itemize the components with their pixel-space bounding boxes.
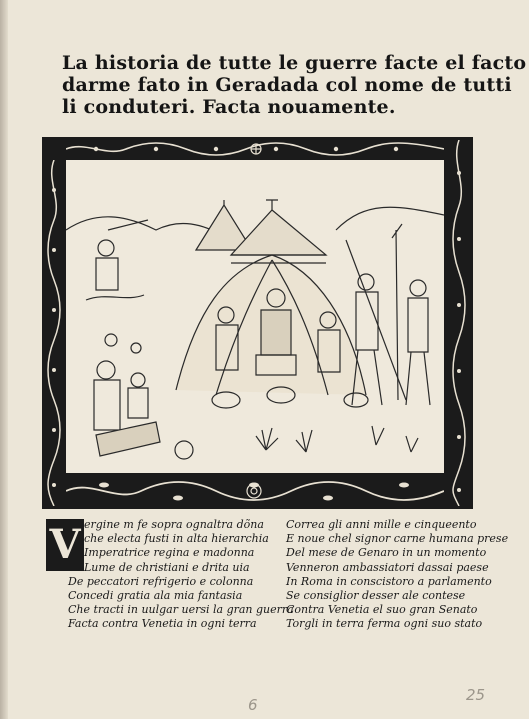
- verse-line: Imperatrice regina e madonna: [84, 546, 255, 560]
- woodcut-illustration: [66, 160, 444, 473]
- verse-line: E noue chel signor carne humana prese: [286, 532, 509, 546]
- verse-line: Del mese de Genaro in un momento: [286, 546, 487, 560]
- border-bottom-band: [66, 476, 444, 506]
- title-line: li conduteri. Facta nouamente.: [62, 96, 396, 118]
- page-title: [62, 52, 527, 118]
- verse-line: Concedi gratia ala mia fantasia: [68, 589, 243, 603]
- verse-line: Che tracti in uulgar uersi la gran guerra: [68, 603, 294, 617]
- verse-line: De peccatori refrigerio e colonna: [68, 574, 254, 588]
- title-line: darme fato in Geradada col nome de tutti: [62, 74, 512, 96]
- verse-line: Venneron ambassiatori dassai paese: [286, 560, 489, 574]
- verse-line: Contra Venetia el suo gran Senato: [286, 603, 478, 617]
- verse-line: Lume de christiani e drita uia: [84, 560, 250, 574]
- border-top-band: [66, 140, 444, 158]
- verse-line: ergine m fe sopra ognaltra dõna: [84, 518, 264, 531]
- initial-letter: V: [49, 521, 81, 568]
- border-left-band: [44, 160, 64, 506]
- camp-scene-drawing: [66, 160, 444, 473]
- verse-line: Se consiglior desser ale contese: [286, 589, 466, 603]
- title-line: La historia de tutte le guerre facte el facto: [62, 52, 527, 74]
- verse-line: Torgli in terra ferma ogni suo stato: [286, 617, 483, 631]
- border-right-band: [448, 140, 470, 506]
- verse-stanza-left: [68, 518, 294, 632]
- decorated-initial: [46, 519, 84, 571]
- page-binding-edge: [0, 0, 8, 719]
- verse-line: In Roma in conscistoro a parlamento: [286, 574, 492, 588]
- verse-stanza-right: [286, 518, 508, 632]
- pencil-note: 25: [466, 686, 486, 704]
- verse-line: Correa gli anni mille e cinqueento: [286, 518, 477, 531]
- verse-line: Facta contra Venetia in ogni terra: [68, 617, 257, 631]
- pencil-note: 6: [248, 696, 258, 714]
- verse-line: che electa fusti in alta hierarchia: [84, 532, 269, 546]
